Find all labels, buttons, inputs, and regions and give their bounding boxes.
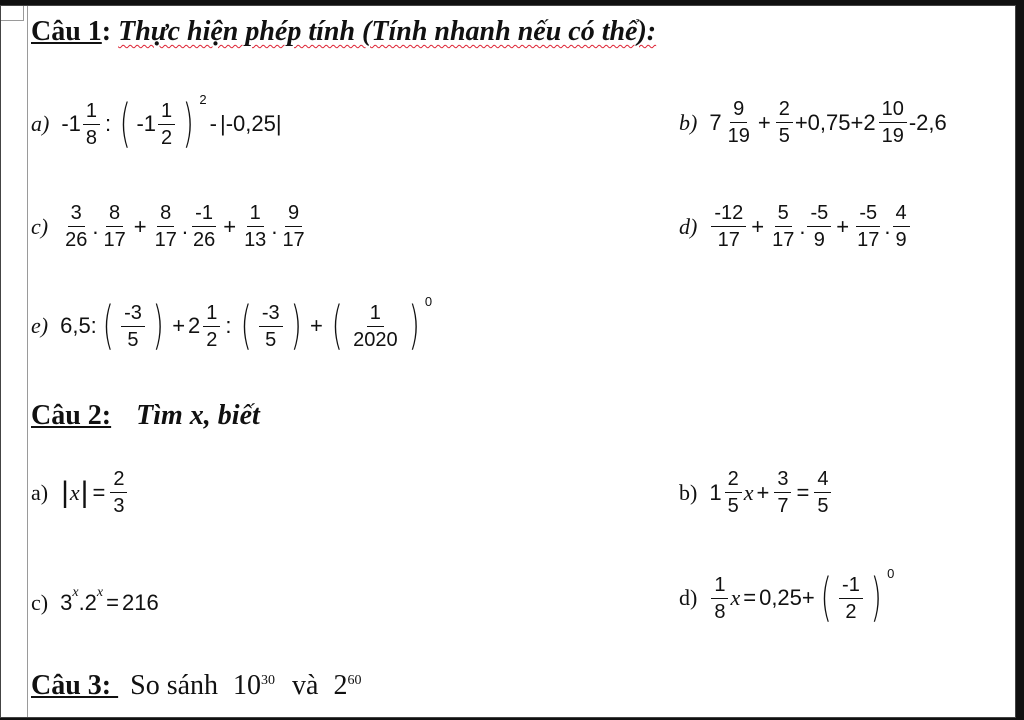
q3-text: So sánh — [130, 670, 219, 701]
q2-item-b: b) 1 2 5 x + $\frac{3}{7}$ = $\frac{4}{5}$ — [679, 468, 833, 517]
fraction: -1 2 — [839, 574, 863, 623]
q2-title: Tìm x, biết — [136, 400, 260, 431]
q1-item-c: c) 3 26 . 8 17 + $\frac{8}{17}$ . -1 26 + $\frac{1}{13}$ . 9 17 — [31, 202, 310, 251]
fraction: 9 19 — [727, 98, 750, 147]
fraction: $\frac{-5}{17}$ — [857, 202, 880, 251]
fraction: 9 17 — [282, 202, 305, 251]
q1-heading: Câu 1: Thực hiện phép tính (Tính nhanh nếu có thể): — [31, 16, 657, 47]
fraction: 1 8 — [711, 574, 728, 623]
fraction: $\frac{1}{13}$ — [244, 202, 267, 251]
q1-title: Thực hiện phép tính (Tính nhanh nếu có thể): — [118, 16, 657, 47]
fraction: $\frac{8}{17}$ — [154, 202, 177, 251]
q3-number: Câu 3: — [31, 670, 119, 701]
corner-mark — [1, 6, 24, 21]
q2-item-d: d) 1 8 x = 0,25+ ( -1 2 ) 0 — [679, 566, 895, 628]
fraction: 4 9 — [893, 202, 910, 251]
fraction: 1 2 — [203, 302, 220, 351]
fraction: 3 26 — [65, 202, 88, 251]
fraction: -3 5 — [121, 302, 145, 351]
q3-heading: Câu 3: So sánh $10^{30}$ và $2^{60}$ — [31, 670, 362, 701]
q1-item-b: b) 7 9 19 + $\frac{2}{5}$ +0,75+ 2 10 19 -2,6 — [679, 98, 947, 147]
fraction: $\frac{4}{5}$ — [814, 468, 831, 517]
q1-item-e: e) 6,5: ( -3 5 ) + 2 1 2 : ( -3 5 ) + ( 1 2020 ) 0 — [31, 294, 433, 356]
document-page — [0, 5, 1016, 718]
q2-item-c: c) 3 x .2 x = 216 — [31, 585, 159, 615]
fraction: 1 2 — [158, 100, 175, 149]
q2-item-a: a) | x | = $\frac{2}{3}$ — [31, 468, 129, 517]
q1-number: Câu 1 — [31, 16, 102, 47]
fraction: 1 2020 — [353, 301, 398, 351]
q2-number: Câu 2: — [31, 400, 112, 431]
fraction: $\frac{2}{5}$ — [776, 98, 793, 147]
q2-heading — [31, 400, 260, 432]
q1-item-d: d) -12 17 + $\frac{5}{17}$ . -5 9 + $\frac{-5}{17}$ . 4 9 — [679, 202, 912, 251]
fraction: $\frac{3}{7}$ — [774, 468, 791, 517]
fraction: 10 19 — [879, 98, 907, 147]
fraction: $\frac{2}{3}$ — [110, 468, 127, 517]
fraction: -5 9 — [807, 202, 831, 251]
fraction: 8 17 — [103, 202, 126, 251]
q1-item-a: a) -1 1 8 : ( -1 1 2 ) 2 - |-0,25| — [31, 92, 282, 154]
fraction: 1 8 — [83, 100, 100, 149]
margin-line — [27, 6, 28, 717]
fraction: -1 26 — [192, 202, 216, 251]
fraction: -3 5 — [259, 302, 283, 351]
fraction: -12 17 — [711, 202, 746, 251]
fraction: 2 5 — [725, 468, 742, 517]
fraction: $\frac{5}{17}$ — [772, 202, 795, 251]
